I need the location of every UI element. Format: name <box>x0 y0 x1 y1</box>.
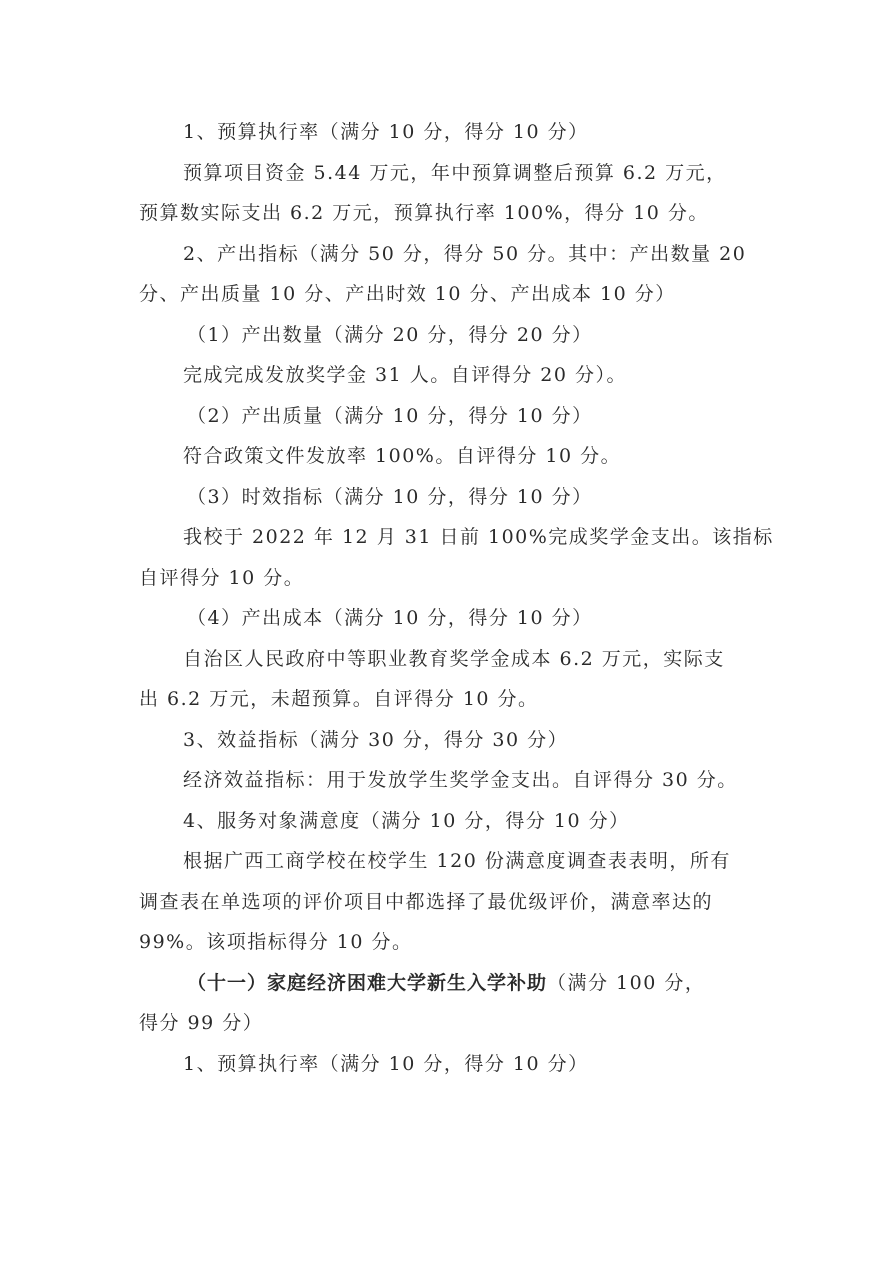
paragraph-line: 根据广西工商学校在校学生 120 份满意度调查表表明，所有 <box>183 850 731 872</box>
section-heading: （十一）家庭经济困难大学新生入学补助 <box>187 971 548 994</box>
paragraph-line: （3）时效指标（满分 10 分，得分 10 分） <box>187 485 593 508</box>
paragraph-line: （1）产出数量（满分 20 分，得分 20 分） <box>187 323 593 346</box>
section-heading-line <box>139 963 759 1004</box>
paragraph-line: 自治区人民政府中等职业教育奖学金成本 6.2 万元，实际支 <box>183 647 725 670</box>
paragraph-line: 自评得分 10 分。 <box>139 566 305 589</box>
paragraph-line: （4）产出成本（满分 10 分，得分 10 分） <box>187 607 593 629</box>
paragraph-line: 出 6.2 万元，未超预算。自评得分 10 分。 <box>139 688 539 710</box>
paragraph-line: 符合政策文件发放率 100%。自评得分 10 分。 <box>183 445 622 467</box>
paragraph-line: 完成完成发放奖学金 31 人。自评得分 20 分）。 <box>183 364 628 386</box>
paragraph-line: 我校于 2022 年 12 月 31 日前 100%完成奖学金支出。该指标 <box>183 526 774 548</box>
paragraph-line: 99%。该项指标得分 10 分。 <box>139 931 413 953</box>
paragraph-line: 得分 99 分） <box>139 1012 264 1034</box>
paragraph-line: 3、效益指标（满分 30 分，得分 30 分） <box>183 728 569 751</box>
paragraph-line: 经济效益指标：用于发放学生奖学金支出。自评得分 30 分。 <box>183 769 738 791</box>
paragraph-line: 预算项目资金 5.44 万元，年中预算调整后预算 6.2 万元， <box>183 161 727 184</box>
paragraph-line: 2、产出指标（满分 50 分，得分 50 分。其中：产出数量 20 <box>183 242 747 265</box>
paragraph-line: 调查表在单选项的评价项目中都选择了最优级评价，满意率达的 <box>139 890 714 913</box>
paragraph-line: 预算数实际支出 6.2 万元，预算执行率 100%，得分 10 分。 <box>139 202 709 224</box>
paragraph-line: 1、预算执行率（满分 10 分，得分 10 分） <box>183 121 589 143</box>
paragraph-line: 1、预算执行率（满分 10 分，得分 10 分） <box>183 1052 589 1075</box>
paragraph-line: （2）产出质量（满分 10 分，得分 10 分） <box>187 404 593 427</box>
page-body <box>139 112 774 1084</box>
paragraph-line: 4、服务对象满意度（满分 10 分，得分 10 分） <box>183 809 630 832</box>
section-heading-score: （满分 100 分， <box>547 971 706 994</box>
paragraph-line: 分、产出质量 10 分、产出时效 10 分、产出成本 10 分） <box>139 283 676 305</box>
